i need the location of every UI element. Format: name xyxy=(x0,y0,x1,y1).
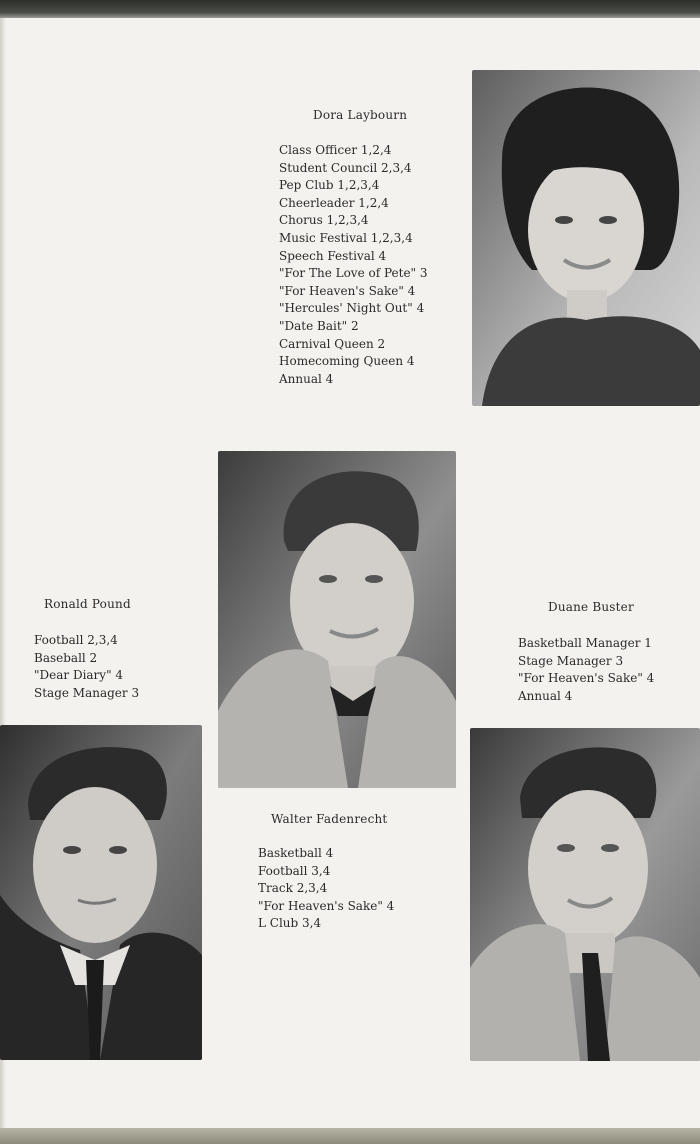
page-bottom-edge xyxy=(0,1128,700,1144)
activity-item: "Date Bait" 2 xyxy=(279,318,359,333)
activity-item: Pep Club 1,2,3,4 xyxy=(279,178,380,193)
portrait-photo-duane xyxy=(470,728,700,1061)
activity-item: Cheerleader 1,2,4 xyxy=(279,195,389,210)
activity-item: Football 3,4 xyxy=(258,863,331,878)
activity-item: L Club 3,4 xyxy=(258,916,322,931)
activity-item: Class Officer 1,2,4 xyxy=(279,143,392,157)
activity-list-dora xyxy=(279,142,428,388)
activity-item: Annual 4 xyxy=(518,688,573,703)
activity-item: "Dear Diary" 4 xyxy=(34,668,124,683)
activity-item: Homecoming Queen 4 xyxy=(279,354,415,369)
activity-item: "For Heaven's Sake" 4 xyxy=(518,671,655,686)
activity-item: "Hercules' Night Out" 4 xyxy=(279,301,425,316)
activity-item: Football 2,3,4 xyxy=(34,633,118,647)
activity-item: "For Heaven's Sake" 4 xyxy=(279,283,416,298)
activity-item: Chorus 1,2,3,4 xyxy=(279,213,369,228)
student-name-ronald: Ronald Pound xyxy=(44,597,131,611)
activity-item: Basketball Manager 1 xyxy=(518,636,652,650)
activity-item: Stage Manager 3 xyxy=(34,685,140,700)
activity-item: "For Heaven's Sake" 4 xyxy=(258,898,395,913)
activity-item: Music Festival 1,2,3,4 xyxy=(279,230,413,245)
activity-item: Annual 4 xyxy=(279,371,334,386)
page-top-edge xyxy=(0,0,700,18)
activity-item: Speech Festival 4 xyxy=(279,248,387,263)
student-name-duane: Duane Buster xyxy=(548,600,634,614)
activity-item: Carnival Queen 2 xyxy=(279,336,386,351)
portrait-photo-walter xyxy=(218,451,456,788)
activity-item: Basketball 4 xyxy=(258,846,334,860)
activity-item: Stage Manager 3 xyxy=(518,653,624,668)
activity-item: Baseball 2 xyxy=(34,650,98,665)
portrait-photo-dora xyxy=(472,70,700,406)
activity-item: Student Council 2,3,4 xyxy=(279,160,412,175)
portrait-photo-ronald xyxy=(0,725,202,1060)
activity-item: Track 2,3,4 xyxy=(258,881,328,896)
activity-list-walter xyxy=(258,845,394,933)
student-name-dora: Dora Laybourn xyxy=(313,108,408,122)
student-name-walter: Walter Fadenrecht xyxy=(271,812,388,826)
activity-list-ronald xyxy=(34,632,139,702)
activity-item: "For The Love of Pete" 3 xyxy=(279,266,428,281)
activity-list-duane xyxy=(518,635,654,705)
